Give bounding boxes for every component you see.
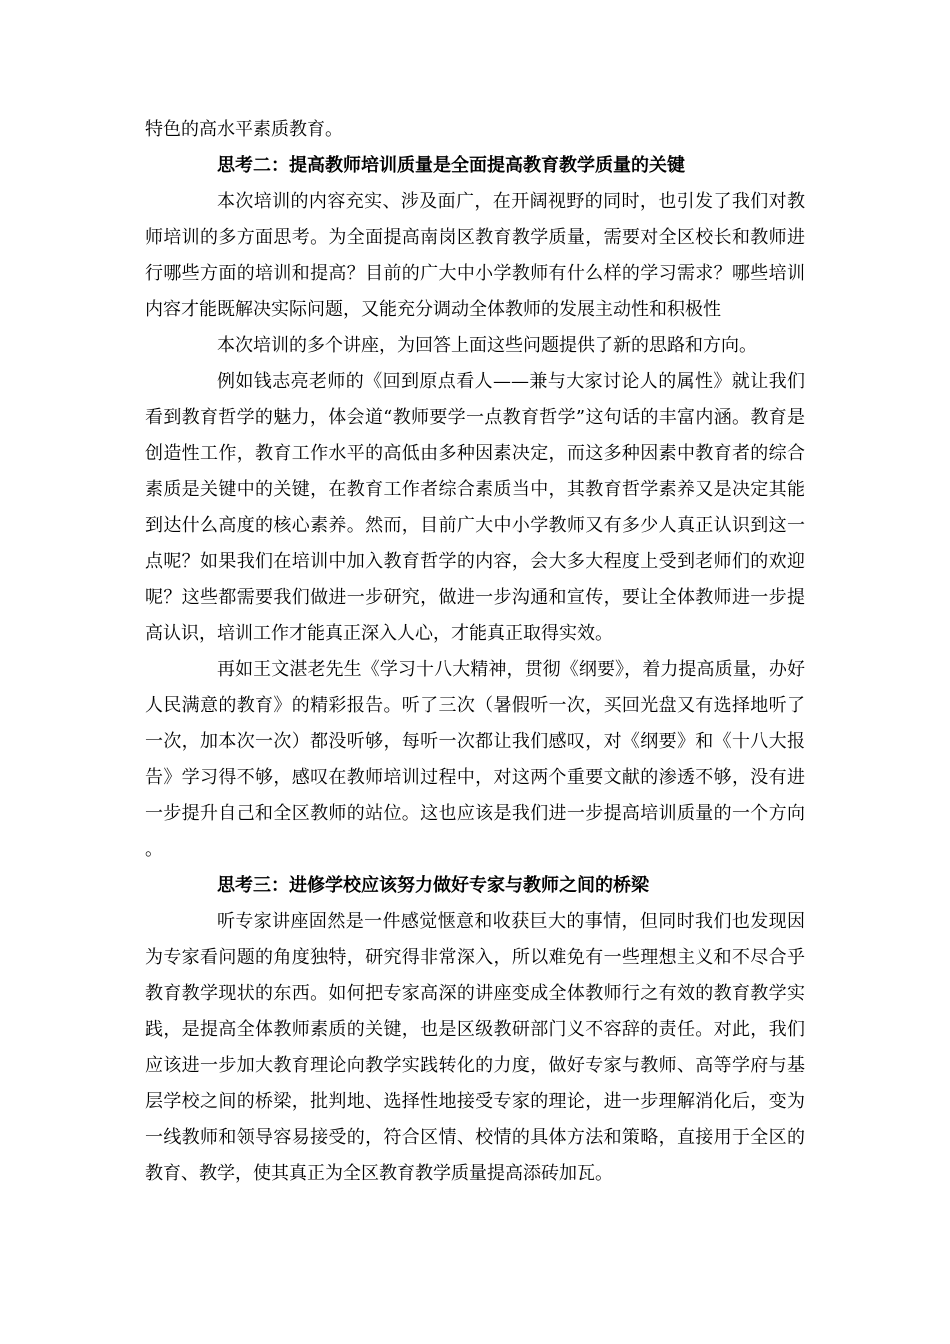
section-heading-3: 思考三：进修学校应该努力做好专家与教师之间的桥梁 — [217, 875, 649, 896]
paragraph-example-wang: 再如王文湛老先生《学习十八大精神，贯彻《纲要》，着力提高质量，办好人民满意的教育》的精彩报告。听了三次（暑假听一次，买回光盘又有选择地听了一次，加本次一次）都没听够，每听一次都让我们感叹，对《纲要》和《十八大报告》学习得不够，感叹在教师培训过程中，对这两个重要文献的渗透不够，没有进一步提升自己和全区教师的站位。这也应该是我们进一步提高培训质量的一个方向。 — [145, 659, 805, 860]
paragraph-bridge: 听专家讲座固然是一件感觉惬意和收获巨大的事情，但同时我们也发现因为专家看问题的角度独特，研究得非常深入，所以难免有一些理想主义和不尽合乎教育教学现状的东西。如何把专家高深的讲座变成全体教师行之有效的教育教学实践，是提高全体教师素质的关键，也是区级教研部门义不容辞的责任。对此，我们应该进一步加大教育理论向教学实践转化的力度，做好专家与教师、高等学府与基层学校之间的桥梁，批判地、选择性地接受专家的理论，进一步理解消化后，变为一线教师和领导容易接受的，符合区情、校情的具体方法和策略，直接用于全区的教育、教学，使其真正为全区教育教学质量提高添砖加瓦。 — [145, 911, 805, 1184]
paragraph-training-content: 本次培训的内容充实、涉及面广，在开阔视野的同时，也引发了我们对教师培训的多方面思考。为全面提高南岗区教育教学质量，需要对全区校长和教师进行哪些方面的培训和提高？目前的广大中小学教师有什么样的学习需求？哪些培训内容才能既解决实际问题，又能充分调动全体教师的发展主动性和积极性 — [145, 191, 805, 320]
document-page — [145, 112, 805, 1192]
paragraph-lectures: 本次培训的多个讲座，为回答上面这些问题提供了新的思路和方向。 — [217, 335, 757, 356]
section-heading-2: 思考二：提高教师培训质量是全面提高教育教学质量的关键 — [217, 155, 685, 176]
paragraph-continuation: 特色的高水平素质教育。 — [145, 119, 343, 140]
paragraph-example-qian: 例如钱志亮老师的《回到原点看人——兼与大家讨论人的属性》就让我们看到教育哲学的魅力，体会道“教师要学一点教育哲学”这句话的丰富内涵。教育是创造性工作，教育工作水平的高低由多种因素决定，而这多种因素中教育者的综合素质是关键中的关键，在教育工作者综合素质当中，其教育哲学素养又是决定其能到达什么高度的核心素养。然而，目前广大中小学教师又有多少人真正认识到这一点呢？如果我们在培训中加入教育哲学的内容，会大多大程度上受到老师们的欢迎呢？这些都需要我们做进一步研究，做进一步沟通和宣传，要让全体教师进一步提高认识，培训工作才能真正深入人心，才能真正取得实效。 — [145, 371, 805, 644]
